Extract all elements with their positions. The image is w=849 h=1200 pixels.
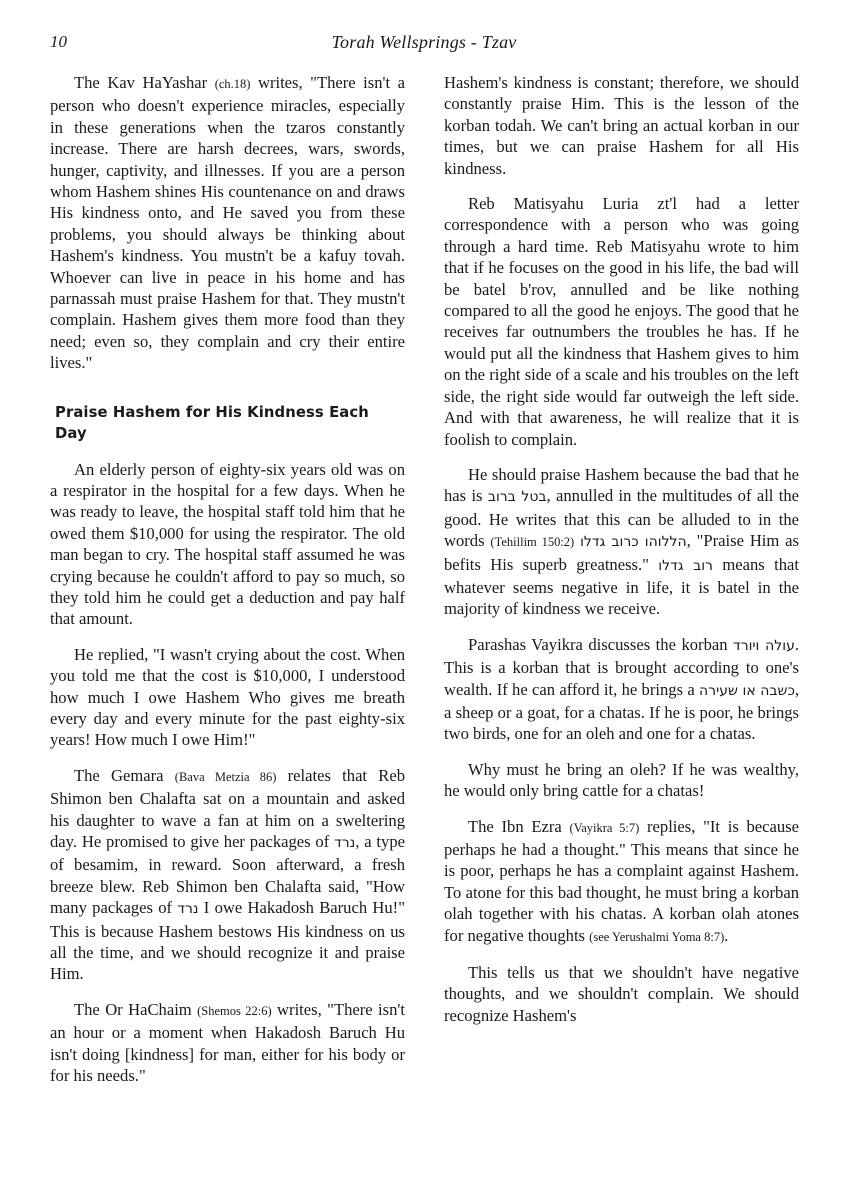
left-column bbox=[50, 72, 405, 1100]
paragraph-or-hachaim bbox=[50, 999, 405, 1087]
paragraph-respirator-story: An elderly person of eighty-six years old was on a respirator in the hospital for a few days. When he was ready to leave, the hospital staff told him that he owed them $10,000 for using the respirator. The old man began to cry. The hospital staff assumed he was crying because he couldn't afford to pay so much, so they told him he could get a deduction and pay half that amount. bbox=[50, 459, 405, 629]
text-span: , a type of besamim, in reward. Soon afterward, a fresh breeze blew. Reb Shimon ben Chalafta said, "How many packages of bbox=[50, 832, 405, 918]
paragraph-kav-hayashar bbox=[50, 72, 405, 374]
hebrew-term: כשבה או שעירה bbox=[699, 682, 795, 699]
hebrew-term: רוב גדלו bbox=[658, 557, 713, 574]
paragraph-conclusion: This tells us that we shouldn't have negative thoughts, and we shouldn't complain. We should recognize Hashem's bbox=[444, 963, 799, 1025]
hebrew-term: נרד bbox=[177, 901, 199, 918]
text-span: . This is a korban that is brought according to one's wealth. If he can afford it, he brings a bbox=[444, 634, 800, 699]
text-span: The Kav HaYashar bbox=[74, 73, 215, 92]
hebrew-term: הללוהו כרוב גדלו bbox=[580, 534, 687, 551]
text-span: , a sheep or a goat, for a chatas. If he is poor, he brings two birds, one for an oleh and one for a chatas. bbox=[444, 679, 800, 744]
source-citation: (Vayikra 5:7) bbox=[569, 820, 640, 835]
text-span: replies, "It is because perhaps he had a thought." This means that since he is poor, perhaps he has a complaint against Hashem. To atone for this bad thought, he must bring a korban olah together with his chatas. A korban olah atones for negative thoughts bbox=[444, 816, 799, 945]
page-header bbox=[50, 30, 798, 60]
text-span: , annulled in the multitudes of all the good. He writes that this can be alluded to in the words bbox=[444, 486, 800, 551]
text-span: The Ibn Ezra bbox=[468, 816, 570, 836]
paragraph-vayikra bbox=[444, 634, 799, 745]
hebrew-term: בטל ברוב bbox=[487, 489, 547, 506]
paragraph-ibn-ezra bbox=[444, 816, 799, 948]
text-span: writes, "There isn't an hour or a moment when Hakadosh Baruch Hu isn't doing [kindness] for man, either for his body or for his needs." bbox=[50, 999, 406, 1086]
text-span: writes, "There isn't a person who doesn't experience miracles, especially in these generations when the tzaros constantly increase. There are harsh decrees, wars, swords, hunger, captivity, and illnesses. If you are a person whom Hashem shines His countenance on and draws His kindness onto, and He saved you from these problems, you should always be thinking about Hashem's kindness. You mustn't be a kafuy tovah. Whoever can live in peace in his home and has parnassah must praise Hashem for that. They mustn't complain. Hashem gives them more food than they need; even so, they complain and cry their entire lives." bbox=[50, 73, 405, 373]
running-title: Torah Wellsprings - Tzav bbox=[331, 32, 517, 52]
source-citation: (Bava Metzia 86) bbox=[174, 769, 277, 784]
paragraph-gemara bbox=[50, 765, 405, 985]
hebrew-term: עולה ויורד bbox=[733, 637, 795, 654]
text-span: , "Praise Him as befits His superb greatness." bbox=[444, 531, 799, 574]
text-span: I owe Hakadosh Baruch Hu!" This is because Hashem bestows His kindness on us all the time, and we should recognize it and praise Him. bbox=[50, 898, 405, 984]
source-citation: (Shemos 22:6) bbox=[197, 1003, 272, 1018]
text-span: The Or HaChaim bbox=[74, 999, 198, 1019]
hebrew-term: נרד bbox=[334, 835, 356, 851]
paragraph-constant-kindness: Hashem's kindness is constant; therefore, we should constantly praise Him. This is the lesson of the korban todah. We can't bring an actual korban in our times, but we can praise Hashem for all His kindness. bbox=[444, 73, 799, 178]
text-span: He should praise Hashem because the bad that he has is bbox=[444, 464, 799, 506]
paragraph-praise-hashem bbox=[444, 464, 799, 620]
source-citation: (Tehillim 150:2) bbox=[490, 535, 575, 550]
text-span: The Gemara bbox=[74, 765, 175, 785]
section-heading: Praise Hashem for His Kindness Each Day bbox=[55, 403, 369, 443]
text-span: means that whatever seems negative in life, it is batel in the majority of kindness we receive. bbox=[444, 554, 799, 619]
paragraph-reb-matisyahu: Reb Matisyahu Luria zt'l had a letter correspondence with a person who was going through a hard time. Reb Matisyahu wrote to him that if he focuses on the good in his life, the bad will be batel b'rov, annulled and be like nothing compared to all the good he enjoys. The good that he receives far outnumbers the troubles he has. If he would put all the kindness that Hashem gives to him on the right side of a scale and his troubles on the left side, the right side would far outweigh the left side. And with that awareness, he will realize that it is foolish to complain. bbox=[444, 194, 799, 449]
source-citation: (see Yerushalmi Yoma 8:7) bbox=[589, 929, 725, 944]
right-column bbox=[444, 72, 799, 1040]
text-span: Parashas Vayikra discusses the korban bbox=[468, 634, 734, 654]
page-number: 10 bbox=[50, 32, 67, 51]
paragraph-why-oleh: Why must he bring an oleh? If he was wealthy, he would only bring cattle for a chatas! bbox=[444, 759, 799, 801]
text-span: . bbox=[724, 925, 729, 945]
paragraph-reply: He replied, "I wasn't crying about the cost. When you told me that the cost is $10,000, I understood how much I owe Hashem Who gives me breath every day and every minute for the past eighty-six years! How much I owe Him!" bbox=[50, 644, 405, 750]
text-span: relates that Reb Shimon ben Chalafta sat on a mountain and asked his daughter to wave a fan at him on a sweltering day. He promised to give her packages of bbox=[50, 765, 406, 851]
source-citation: (ch.18) bbox=[214, 77, 251, 91]
